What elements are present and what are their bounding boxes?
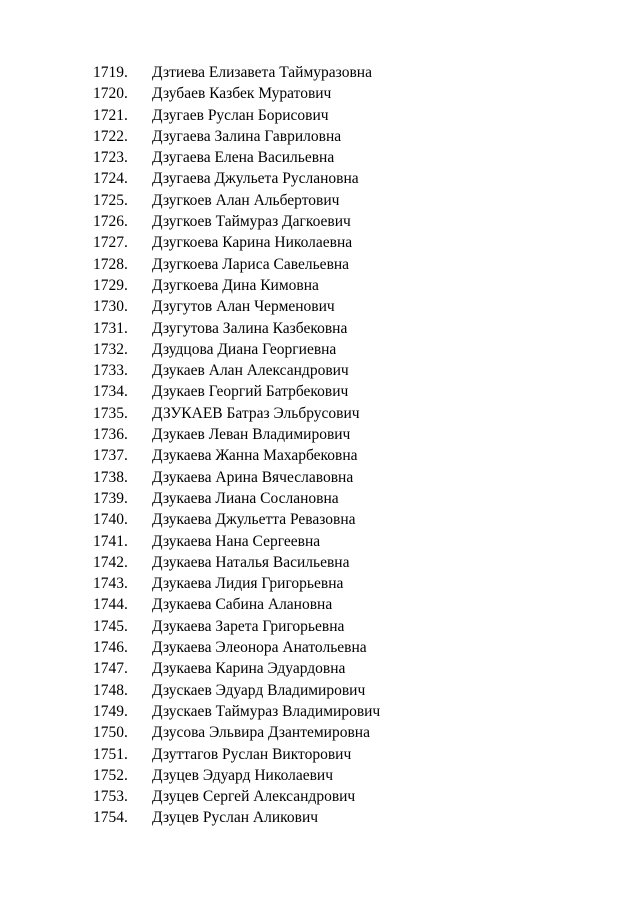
entry-name: Дзукаева Зарета Григорьевна — [152, 617, 345, 635]
entry-number: 1727. — [93, 234, 128, 252]
entry-number: 1753. — [93, 788, 128, 806]
entry-number: 1742. — [93, 553, 128, 571]
entry-name: Дзукаева Лиана Сослановна — [152, 489, 339, 507]
list-item — [93, 318, 380, 339]
entry-number: 1745. — [93, 617, 128, 635]
entry-number: 1723. — [93, 149, 128, 167]
entry-name: Дзукаева Наталья Васильевна — [152, 553, 350, 571]
list-item — [93, 531, 380, 552]
list-item — [93, 339, 380, 360]
list-item — [93, 467, 380, 488]
entry-name: Дзукаева Жанна Махарбековна — [152, 447, 358, 465]
name-list — [93, 62, 380, 829]
list-item — [93, 62, 380, 83]
list-item — [93, 211, 380, 232]
list-item — [93, 765, 380, 786]
list-item — [93, 509, 380, 530]
entry-number: 1719. — [93, 64, 128, 81]
entry-number: 1735. — [93, 404, 128, 422]
entry-name: Дзускаев Таймураз Владимирович — [152, 702, 381, 720]
list-item — [93, 126, 380, 147]
entry-number: 1744. — [93, 596, 128, 614]
list-item — [93, 105, 380, 126]
list-item — [93, 722, 380, 743]
entry-name: Дзукаева Нана Сергеевна — [152, 532, 321, 550]
entry-name: Дзуцев Руслан Аликович — [152, 809, 319, 827]
entry-name: Дзугкоева Дина Кимовна — [152, 276, 319, 294]
list-item — [93, 658, 380, 679]
entry-number: 1721. — [93, 106, 128, 124]
entry-number: 1737. — [93, 447, 128, 465]
entry-name: Дзуцев Сергей Александрович — [152, 788, 356, 806]
entry-name: Дзугкоева Лариса Савельевна — [152, 255, 350, 273]
entry-number: 1728. — [93, 255, 128, 273]
list-item — [93, 232, 380, 253]
entry-number: 1751. — [93, 745, 128, 763]
entry-name: Дзугаева Джульета Руслановна — [152, 170, 359, 188]
list-item — [93, 701, 380, 722]
entry-name: Дзугаева Залина Гавриловна — [152, 127, 342, 145]
entry-number: 1749. — [93, 702, 128, 720]
entry-number: 1739. — [93, 489, 128, 507]
entry-number: 1746. — [93, 639, 128, 657]
list-item — [93, 573, 380, 594]
entry-name: Дзтиева Елизавета Таймуразовна — [152, 64, 372, 81]
entry-number: 1743. — [93, 575, 128, 593]
list-item — [93, 190, 380, 211]
list-item — [93, 168, 380, 189]
entry-name: Дзугкоев Таймураз Дагкоевич — [152, 213, 351, 231]
entry-number: 1747. — [93, 660, 128, 678]
entry-name: Дзукаев Леван Владимирович — [152, 426, 351, 444]
entry-name: Дзугкоев Алан Альбертович — [152, 191, 340, 209]
entry-number: 1733. — [93, 362, 128, 380]
list-item — [93, 616, 380, 637]
entry-number: 1720. — [93, 85, 128, 103]
entry-name: Дзукаева Элеонора Анатольевна — [152, 639, 367, 657]
list-item — [93, 275, 380, 296]
entry-name: Дзугаев Руслан Борисович — [152, 106, 329, 124]
list-item — [93, 680, 380, 701]
entry-name: Дзусова Эльвира Дзантемировна — [152, 724, 370, 742]
entry-number: 1741. — [93, 532, 128, 550]
entry-name: Дзукаева Джульетта Ревазовна — [152, 511, 356, 529]
entry-name: Дзукаева Сабина Алановна — [152, 596, 333, 614]
entry-name: Дзукаева Карина Эдуардовна — [152, 660, 346, 678]
entry-name: Дзукаев Алан Александрович — [152, 362, 349, 380]
entry-name: Дзугкоева Карина Николаевна — [152, 234, 353, 252]
entry-number: 1732. — [93, 340, 128, 358]
entry-number: 1731. — [93, 319, 128, 337]
list-item — [93, 552, 380, 573]
entry-number: 1726. — [93, 213, 128, 231]
list-item — [93, 254, 380, 275]
entry-number: 1750. — [93, 724, 128, 742]
entry-number: 1724. — [93, 170, 128, 188]
list-item — [93, 147, 380, 168]
entry-name: Дзукаев Георгий Батрбекович — [152, 383, 349, 401]
entry-name: Дзуттагов Руслан Викторович — [152, 745, 352, 763]
list-item — [93, 637, 380, 658]
entry-number: 1734. — [93, 383, 128, 401]
entry-name: Дзукаева Лидия Григорьевна — [152, 575, 344, 593]
entry-name: Дзуцев Эдуард Николаевич — [152, 766, 334, 784]
list-item — [93, 403, 380, 424]
list-item — [93, 445, 380, 466]
list-item — [93, 807, 380, 828]
entry-name: Дзугутова Залина Казбековна — [152, 319, 348, 337]
list-item — [93, 424, 380, 445]
entry-number: 1729. — [93, 276, 128, 294]
entry-number: 1725. — [93, 191, 128, 209]
entry-name: Дзускаев Эдуард Владимирович — [152, 681, 366, 699]
entry-number: 1752. — [93, 766, 128, 784]
entry-number: 1740. — [93, 511, 128, 529]
list-item — [93, 296, 380, 317]
list-item — [93, 381, 380, 402]
list-item — [93, 83, 380, 104]
entry-name: Дзубаев Казбек Муратович — [152, 85, 332, 103]
entry-number: 1730. — [93, 298, 128, 316]
entry-name: ДЗУКАЕВ Батраз Эльбрусович — [152, 404, 360, 422]
entry-name: Дзудцова Диана Георгиевна — [152, 340, 337, 358]
list-item — [93, 786, 380, 807]
entry-name: Дзугутов Алан Черменович — [152, 298, 335, 316]
list-item — [93, 360, 380, 381]
entry-number: 1722. — [93, 127, 128, 145]
entry-number: 1748. — [93, 681, 128, 699]
list-item — [93, 488, 380, 509]
entry-number: 1738. — [93, 468, 128, 486]
list-item — [93, 744, 380, 765]
entry-name: Дзукаева Арина Вячеславовна — [152, 468, 354, 486]
entry-name: Дзугаева Елена Васильевна — [152, 149, 335, 167]
list-item — [93, 594, 380, 615]
entry-number: 1754. — [93, 809, 128, 827]
entry-number: 1736. — [93, 426, 128, 444]
